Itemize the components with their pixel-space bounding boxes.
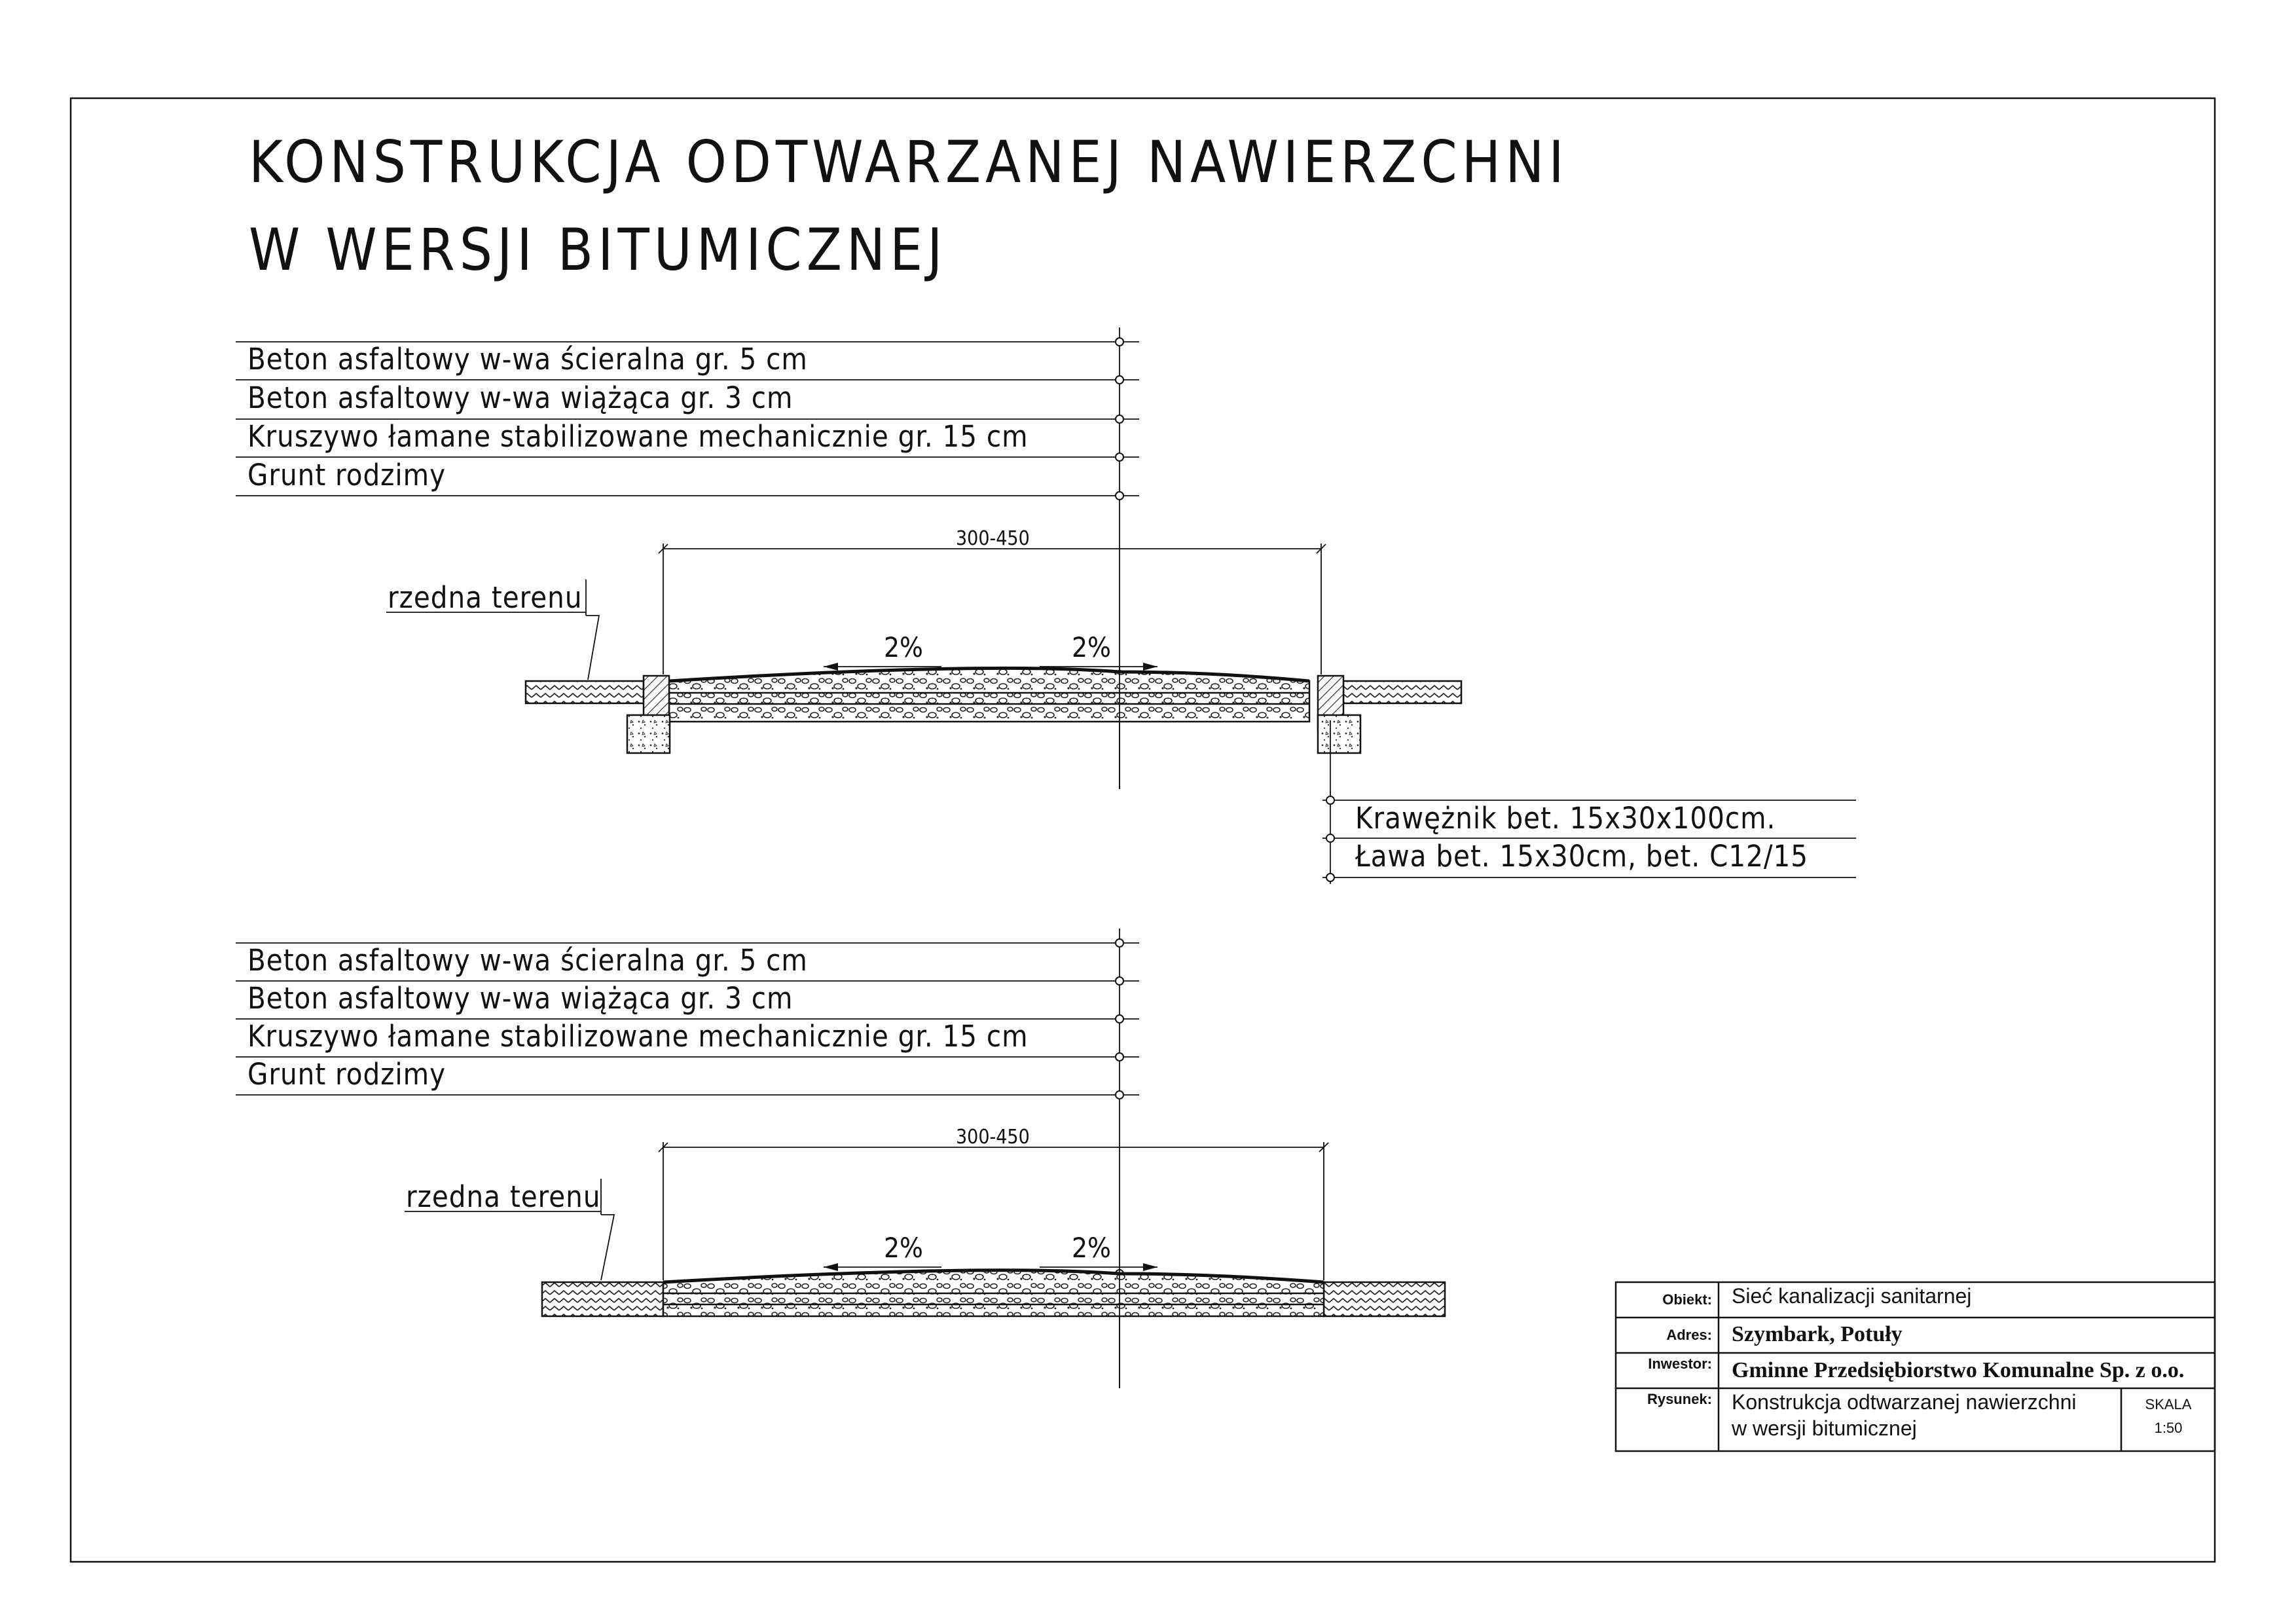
ground-left bbox=[526, 681, 644, 703]
layer-label: Kruszywo łamane stabilizowane mechanicznie gr. 15 cm bbox=[247, 419, 1029, 454]
svg-text:2%: 2% bbox=[884, 1232, 923, 1264]
layer-label: Beton asfaltowy w-wa wiążąca gr. 3 cm bbox=[247, 981, 793, 1016]
curb-note: Krawężnik bet. 15x30x100cm. bbox=[1355, 801, 1776, 836]
ground-right bbox=[1324, 1282, 1445, 1316]
ground-left bbox=[542, 1282, 663, 1316]
ground-right bbox=[1343, 681, 1461, 703]
title-block bbox=[1616, 1282, 2215, 1451]
layer-label: Beton asfaltowy w-wa ścieralna gr. 5 cm bbox=[247, 943, 808, 978]
inwestor-label: Inwestor: bbox=[1648, 1356, 1712, 1372]
obiekt-value: Sieć kanalizacji sanitarnej bbox=[1732, 1284, 1972, 1308]
layer-label: Beton asfaltowy w-wa ścieralna gr. 5 cm bbox=[247, 342, 808, 377]
layer-legend-bottom bbox=[236, 943, 1139, 1095]
section-bottom bbox=[236, 929, 1445, 1388]
layer-label: Kruszywo łamane stabilizowane mechanicznie gr. 15 cm bbox=[247, 1019, 1029, 1054]
section-top bbox=[236, 327, 1856, 884]
rysunek-line1: Konstrukcja odtwarzanej nawierzchni bbox=[1732, 1390, 2077, 1414]
svg-text:2%: 2% bbox=[1072, 1232, 1111, 1264]
layer-label: Grunt rodzimy bbox=[247, 458, 446, 492]
rysunek-line2: w wersji bitumicznej bbox=[1732, 1416, 1917, 1440]
slope-right-bottom bbox=[1040, 1232, 1157, 1271]
width-dimension bbox=[659, 527, 1326, 674]
width-dimension bbox=[659, 1126, 1328, 1280]
inwestor-value: Gminne Przedsiębiorstwo Komunalne Sp. z o.o. bbox=[1732, 1358, 2185, 1382]
svg-text:rzedna terenu: rzedna terenu bbox=[406, 1179, 601, 1214]
width-dimension-label: 300-450 bbox=[956, 527, 1030, 550]
svg-text:2%: 2% bbox=[884, 631, 923, 663]
layer-label: Beton asfaltowy w-wa wiążąca gr. 3 cm bbox=[247, 380, 793, 415]
bench-left bbox=[627, 715, 670, 753]
terrain-label-bottom bbox=[405, 1179, 614, 1280]
layer-label: Grunt rodzimy bbox=[247, 1057, 446, 1092]
drawing-title-line2: W WERSJI BITUMICZNEJ bbox=[249, 216, 947, 284]
terrain-label-top bbox=[386, 580, 599, 680]
slope-left-bottom bbox=[824, 1232, 941, 1271]
slope-right-top bbox=[1040, 631, 1157, 671]
rysunek-label: Rysunek: bbox=[1647, 1391, 1712, 1407]
adres-value: Szymbark, Potuły bbox=[1732, 1322, 1903, 1346]
width-dimension-label: 300-450 bbox=[956, 1126, 1030, 1149]
svg-text:2%: 2% bbox=[1072, 631, 1111, 663]
adres-label: Adres: bbox=[1666, 1327, 1712, 1343]
curb-notes bbox=[1322, 720, 1856, 884]
skala-value: 1:50 bbox=[2154, 1420, 2183, 1436]
curb-note: Ława bet. 15x30cm, bet. C12/15 bbox=[1355, 839, 1809, 874]
layer-legend-top bbox=[236, 342, 1139, 496]
bench-right bbox=[1318, 715, 1360, 753]
obiekt-label: Obiekt: bbox=[1662, 1291, 1712, 1308]
svg-text:rzedna terenu: rzedna terenu bbox=[388, 580, 583, 615]
drawing-title-line1: KONSTRUKCJA ODTWARZANEJ NAWIERZCHNI bbox=[249, 128, 1569, 196]
slope-left-top bbox=[824, 631, 941, 671]
skala-label: SKALA bbox=[2145, 1396, 2192, 1412]
